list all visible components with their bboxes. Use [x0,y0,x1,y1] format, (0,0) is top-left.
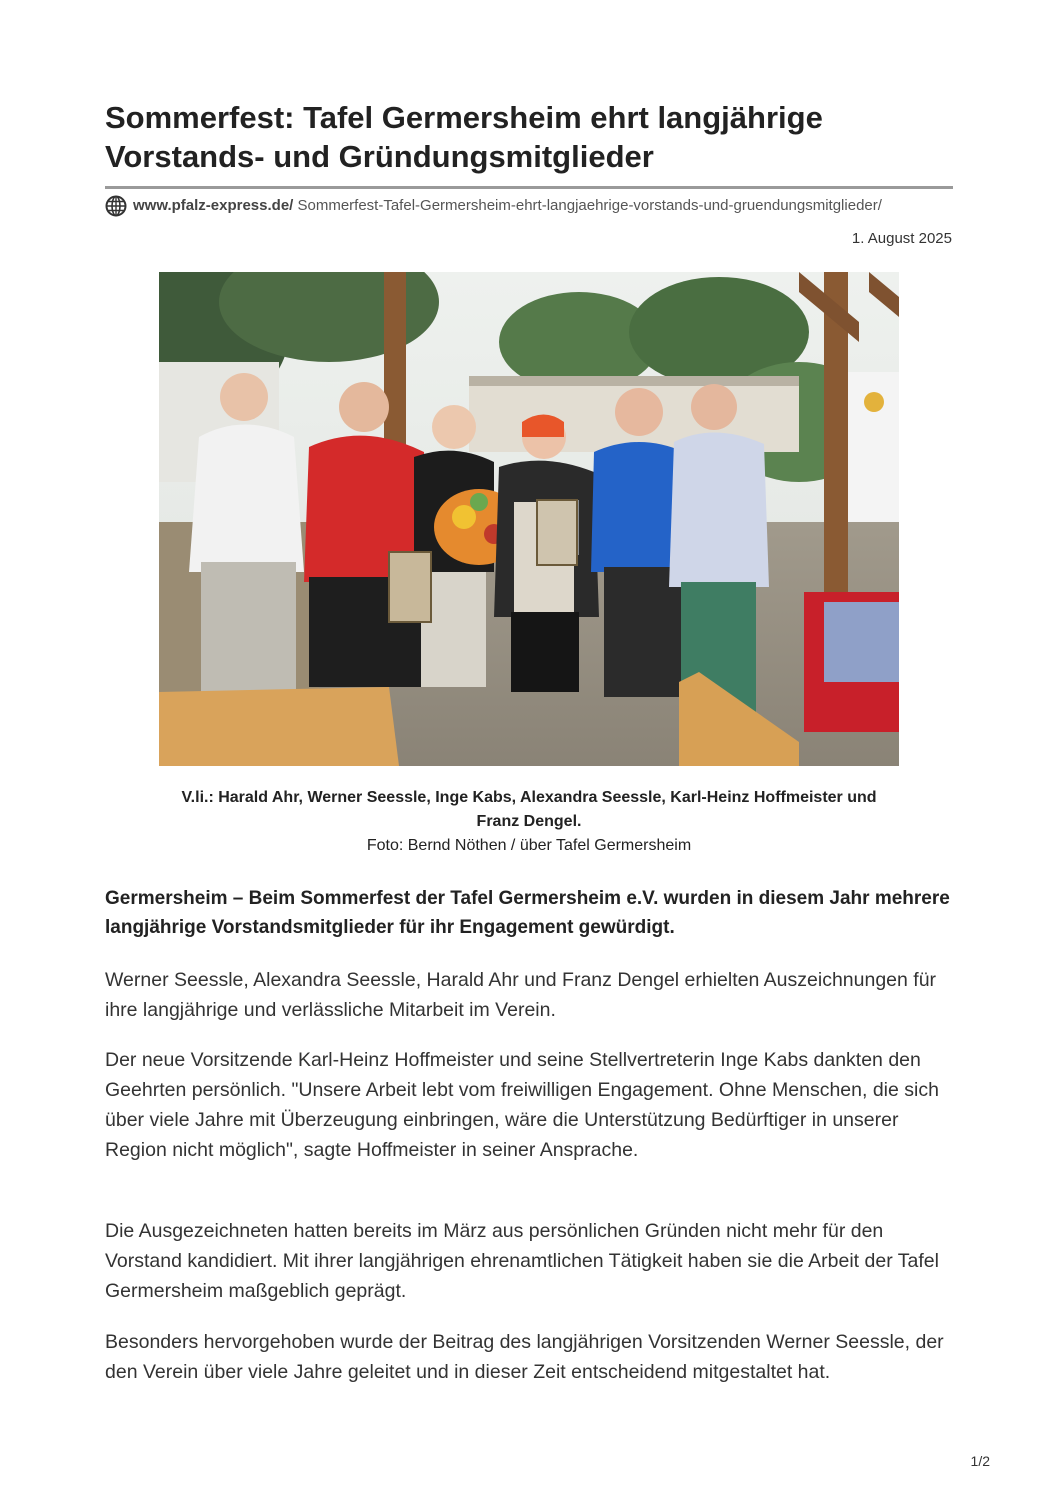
group-photo [159,272,899,766]
source-url[interactable] [133,195,882,217]
publish-date: 1. August 2025 [851,230,952,247]
body-paragraph: Besonders hervorgehoben wurde der Beitrag des langjährigen Vorsitzenden Werner Seessle, der den Verein über viele Jahre geleitet und in dieser Zeit entscheidend mitgestaltet hat. [105,1331,944,1383]
source-url-row [105,195,955,217]
source-domain[interactable]: www.pfalz-express.de/ [133,197,294,214]
body-paragraph: Werner Seessle, Alexandra Seessle, Harald Ahr und Franz Dengel erhielten Auszeichnungen für ihre langjährige und verlässliche Mitarbeit im Verein. [105,969,937,1021]
source-path[interactable]: Sommerfest-Tafel-Germersheim-ehrt-langjaehrige-vorstands-und-gruendungsmitglieder/ [293,197,882,214]
caption-names: V.li.: Harald Ahr, Werner Seessle, Inge Kabs, Alexandra Seessle, Karl-Heinz Hoffmeister und Franz Dengel. [181,789,877,830]
article-title: Sommerfest: Tafel Germersheim ehrt langjährige Vorstands- und Gründungsmitglieder [105,100,823,174]
title-divider [105,186,953,189]
caption-credit: Foto: Bernd Nöthen / über Tafel Germersheim [366,837,692,854]
lead-paragraph: Germersheim – Beim Sommerfest der Tafel Germersheim e.V. wurden in diesem Jahr mehrere langjährige Vorstandsmitglieder für ihr Engagement gewürdigt. [105,888,950,938]
page-number: 1/2 [970,1453,990,1469]
body-paragraph: Der neue Vorsitzende Karl-Heinz Hoffmeister und seine Stellvertreterin Inge Kabs dankten den Geehrten persönlich. "Unsere Arbeit lebt vom freiwilligen Engagement. Ohne Menschen, die sich über viele Jahre mit Überzeugung einbringen, wäre die Unterstützung Bedürftiger in unserer Region nicht möglich", sagte Hoffmeister in seiner Ansprache. [105,1049,939,1161]
globe-icon [105,195,127,217]
body-paragraph: Die Ausgezeichneten hatten bereits im März aus persönlichen Gründen nicht mehr für den Vorstand kandidiert. Mit ihrer langjährigen ehrenamtlichen Tätigkeit haben sie die Arbeit der Tafel Germersheim maßgeblich geprägt. [105,1220,939,1302]
photo-caption [160,786,898,858]
